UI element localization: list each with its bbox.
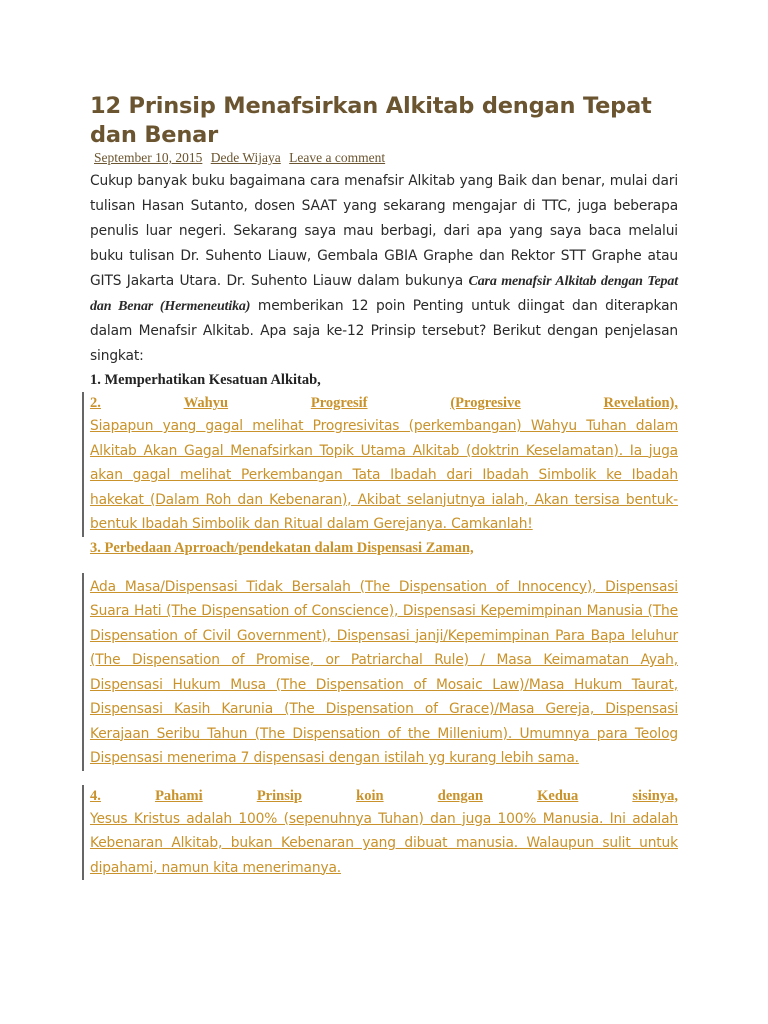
point-2-body[interactable]: Siapapun yang gagal melihat Progresivitas (perkembangan) Wahyu Tuhan dalam Alkitab Akan Gagal Menafsirkan Topik Utama Alkitab (doktrin Keselamatan). Ia juga akan gagal melihat Perkembangan Tata Ibadah dari Ibadah Simbolik ke Ibadah hakekat (Dalam Roh dan Kebenaran), Akibat selanjutnya ialah, Akan tersisa bentuk-bentuk Ibadah Simbolik dan Ritual dalam Gerejanya. Camkanlah! xyxy=(90,418,678,532)
intro-paragraph xyxy=(90,169,678,369)
point-4-heading[interactable] xyxy=(90,785,678,807)
point-4-word: dengan xyxy=(437,787,483,804)
point-3-heading[interactable]: 3. Perbedaan Aprroach/pendekatan dalam Dispensasi Zaman, xyxy=(90,539,474,556)
point-4-word: sisinya, xyxy=(632,787,678,804)
post-meta xyxy=(94,150,678,166)
point-4-word: Prinsip xyxy=(256,787,302,804)
point-2-word: Revelation), xyxy=(603,395,678,411)
leave-comment-link[interactable]: Leave a comment xyxy=(289,150,386,165)
article-title: 12 Prinsip Menafsirkan Alkitab dengan Tepat dan Benar xyxy=(90,93,652,148)
point-2-word: 2. xyxy=(90,395,101,411)
point-4-word: koin xyxy=(356,787,384,804)
point-4-block xyxy=(82,785,678,881)
point-4-body[interactable]: Yesus Kristus adalah 100% (sepenuhnya Tuhan) dan juga 100% Manusia. Ini adalah Kebenaran Alkitab, bukan Kebenaran yang dibuat manusia. Walaupun sulit untuk dipahami, namun kita menerimanya. xyxy=(90,810,678,876)
point-3-body[interactable]: Ada Masa/Dispensasi Tidak Bersalah (The Dispensation of Innocency), Dispensasi Suara Hati (The Dispensation of Conscience), Dispensasi Kepemimpinan Manusia (The Dispensation of Civil Government), Dispensasi janji/Kepemimpinan Para Bapa leluhur (The Dispensation of Promise, or Patriarchal Rule) / Masa Keimamatan Ayah, Dispensasi Hukum Musa (The Dispensation of Mosaic Law)/Masa Hukum Taurat, Dispensasi Kasih Karunia (The Dispensation of Grace)/Masa Gereja, Dispensasi Kerajaan Seribu Tahun (The Dispensation of the Millenium). Umumnya para Teolog Dispensasi menerima 7 dispensasi dengan istilah yg kurang lebih sama. xyxy=(90,578,678,766)
intro-text-before: Cukup banyak buku bagaimana cara menafsir Alkitab yang Baik dan benar, mulai dari tulisan Hasan Sutanto, dosen SAAT yang sekarang mengajar di TTC, juga beberapa penulis luar negeri. Sekarang saya mau berbagi, dari apa yang saya baca melalui buku tulisan Dr. Suhento Liauw, Gembala GBIA Graphe dan Rektor STT Graphe atau GITS Jakarta Utara. Dr. Suhento Liauw dalam bukunya xyxy=(90,173,678,289)
book-title: Cara menafsir Alkitab dengan Tepat dan Benar (Hermeneutika) xyxy=(90,274,678,314)
point-1-heading: 1. Memperhatikan Kesatuan Alkitab, xyxy=(90,372,321,388)
point-2-block xyxy=(82,392,678,537)
point-4-word: Kedua xyxy=(537,787,579,804)
intro-text-after: memberikan 12 poin Penting untuk diingat dan diterapkan dalam Menafsir Alkitab. Apa saja ke-12 Prinsip tersebut? Berikut dengan penjelasan singkat: xyxy=(90,298,678,364)
point-2-word: Progresif xyxy=(310,395,368,411)
point-3-block xyxy=(82,573,678,771)
point-2-heading[interactable] xyxy=(90,392,678,414)
post-date-link[interactable]: September 10, 2015 xyxy=(94,150,203,165)
point-4-word: Pahami xyxy=(155,787,203,804)
author-link[interactable]: Dede Wijaya xyxy=(210,150,281,165)
point-2-word: Wahyu xyxy=(183,395,229,411)
point-4-word: 4. xyxy=(90,787,101,804)
point-2-word: (Progresive xyxy=(450,395,521,411)
article xyxy=(90,92,678,880)
